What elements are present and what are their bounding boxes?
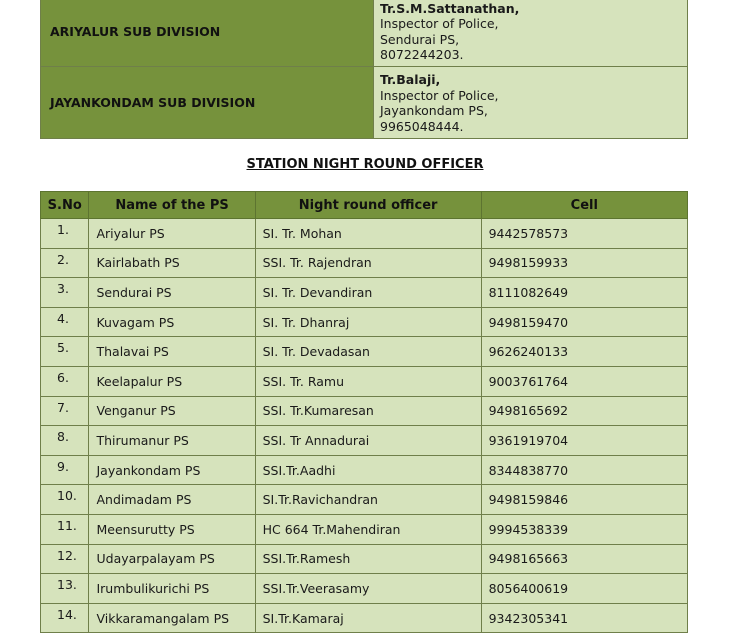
phone-cell: 8056400619 <box>481 574 687 604</box>
officer-phone: 9965048444. <box>380 118 464 134</box>
officer-name-cell: SSI. Tr.Kumaresan <box>255 396 481 426</box>
sub-division-name: JAYANKONDAM SUB DIVISION <box>41 67 374 139</box>
sub-division-table <box>40 0 688 139</box>
sub-division-name: ARIYALUR SUB DIVISION <box>41 0 374 67</box>
table-row <box>41 337 688 367</box>
phone-cell: 8344838770 <box>481 455 687 485</box>
serial-number-cell: 8. <box>41 426 89 456</box>
table-row <box>41 485 688 515</box>
officer-phone: 8072244203. <box>380 47 464 62</box>
serial-number-cell: 9. <box>41 455 89 485</box>
officer-details <box>374 67 688 139</box>
officer-name: Tr.S.M.Sattanathan, <box>380 0 520 16</box>
serial-number-cell: 3. <box>41 278 89 308</box>
officer-name: Tr.Balaji, <box>380 72 441 87</box>
ps-name-cell: Venganur PS <box>89 396 255 426</box>
section-title: STATION NIGHT ROUND OFFICER <box>246 157 484 172</box>
officer-name-cell: SSI.Tr.Veerasamy <box>255 574 481 604</box>
officer-details <box>374 0 688 67</box>
ps-name-cell: Andimadam PS <box>89 485 255 515</box>
serial-number-cell: 6. <box>41 366 89 396</box>
ps-name-cell: Ariyalur PS <box>89 219 255 249</box>
ps-name-cell: Keelapalur PS <box>89 366 255 396</box>
table-body <box>41 219 688 633</box>
phone-cell: 9498165692 <box>481 396 687 426</box>
ps-name-cell: Vikkaramangalam PS <box>89 603 255 633</box>
phone-cell: 8111082649 <box>481 278 687 308</box>
table-row <box>41 574 688 604</box>
officer-name-cell: SI. Tr. Devadasan <box>255 337 481 367</box>
sub-division-row <box>41 67 688 139</box>
table-row <box>41 544 688 574</box>
officer-name-cell: SI.Tr.Ravichandran <box>255 485 481 515</box>
officer-name-cell: SSI. Tr. Ramu <box>255 366 481 396</box>
ps-name-cell: Thalavai PS <box>89 337 255 367</box>
officer-station: Sendurai PS, <box>380 31 460 47</box>
table-row <box>41 455 688 485</box>
table-row <box>41 307 688 337</box>
sub-division-row <box>41 0 688 67</box>
officer-name-cell: HC 664 Tr.Mahendiran <box>255 514 481 544</box>
officer-designation: Inspector of Police, <box>380 16 499 31</box>
ps-name-cell: Kairlabath PS <box>89 248 255 278</box>
phone-cell: 9498165663 <box>481 544 687 574</box>
officer-name-cell: SI. Tr. Dhanraj <box>255 307 481 337</box>
serial-number-cell: 14. <box>41 603 89 633</box>
officer-name-cell: SSI.Tr.Ramesh <box>255 544 481 574</box>
phone-cell: 9498159470 <box>481 307 687 337</box>
table-row <box>41 248 688 278</box>
officer-designation: Inspector of Police, <box>380 87 499 103</box>
phone-cell: 9003761764 <box>481 366 687 396</box>
officer-name-cell: SI. Tr. Devandiran <box>255 278 481 308</box>
table-row <box>41 366 688 396</box>
serial-number-cell: 7. <box>41 396 89 426</box>
table-row <box>41 396 688 426</box>
table-row <box>41 514 688 544</box>
column-header-officer: Night round officer <box>255 192 481 219</box>
phone-cell: 9498159846 <box>481 485 687 515</box>
column-header-ps-name: Name of the PS <box>89 192 255 219</box>
serial-number-cell: 13. <box>41 574 89 604</box>
table-header-row <box>41 192 688 219</box>
table-row <box>41 603 688 633</box>
serial-number-cell: 4. <box>41 307 89 337</box>
phone-cell: 9626240133 <box>481 337 687 367</box>
serial-number-cell: 2. <box>41 248 89 278</box>
officer-name-cell: SI.Tr.Kamaraj <box>255 603 481 633</box>
serial-number-cell: 12. <box>41 544 89 574</box>
phone-cell: 9442578573 <box>481 219 687 249</box>
officer-name-cell: SSI. Tr. Rajendran <box>255 248 481 278</box>
column-header-cell: Cell <box>481 192 687 219</box>
column-header-sno: S.No <box>41 192 89 219</box>
officer-name-cell: SI. Tr. Mohan <box>255 219 481 249</box>
serial-number-cell: 10. <box>41 485 89 515</box>
serial-number-cell: 1. <box>41 219 89 249</box>
officer-name-cell: SSI.Tr.Aadhi <box>255 455 481 485</box>
serial-number-cell: 5. <box>41 337 89 367</box>
phone-cell: 9361919704 <box>481 426 687 456</box>
table-row <box>41 219 688 249</box>
night-round-table <box>40 191 688 633</box>
officer-name-cell: SSI. Tr Annadurai <box>255 426 481 456</box>
table-row <box>41 278 688 308</box>
serial-number-cell: 11. <box>41 514 89 544</box>
table-row <box>41 426 688 456</box>
ps-name-cell: Kuvagam PS <box>89 307 255 337</box>
ps-name-cell: Jayankondam PS <box>89 455 255 485</box>
phone-cell: 9994538339 <box>481 514 687 544</box>
phone-cell: 9342305341 <box>481 603 687 633</box>
phone-cell: 9498159933 <box>481 248 687 278</box>
ps-name-cell: Udayarpalayam PS <box>89 544 255 574</box>
officer-station: Jayankondam PS, <box>380 103 488 118</box>
ps-name-cell: Meensurutty PS <box>89 514 255 544</box>
ps-name-cell: Thirumanur PS <box>89 426 255 456</box>
ps-name-cell: Irumbulikurichi PS <box>89 574 255 604</box>
ps-name-cell: Sendurai PS <box>89 278 255 308</box>
